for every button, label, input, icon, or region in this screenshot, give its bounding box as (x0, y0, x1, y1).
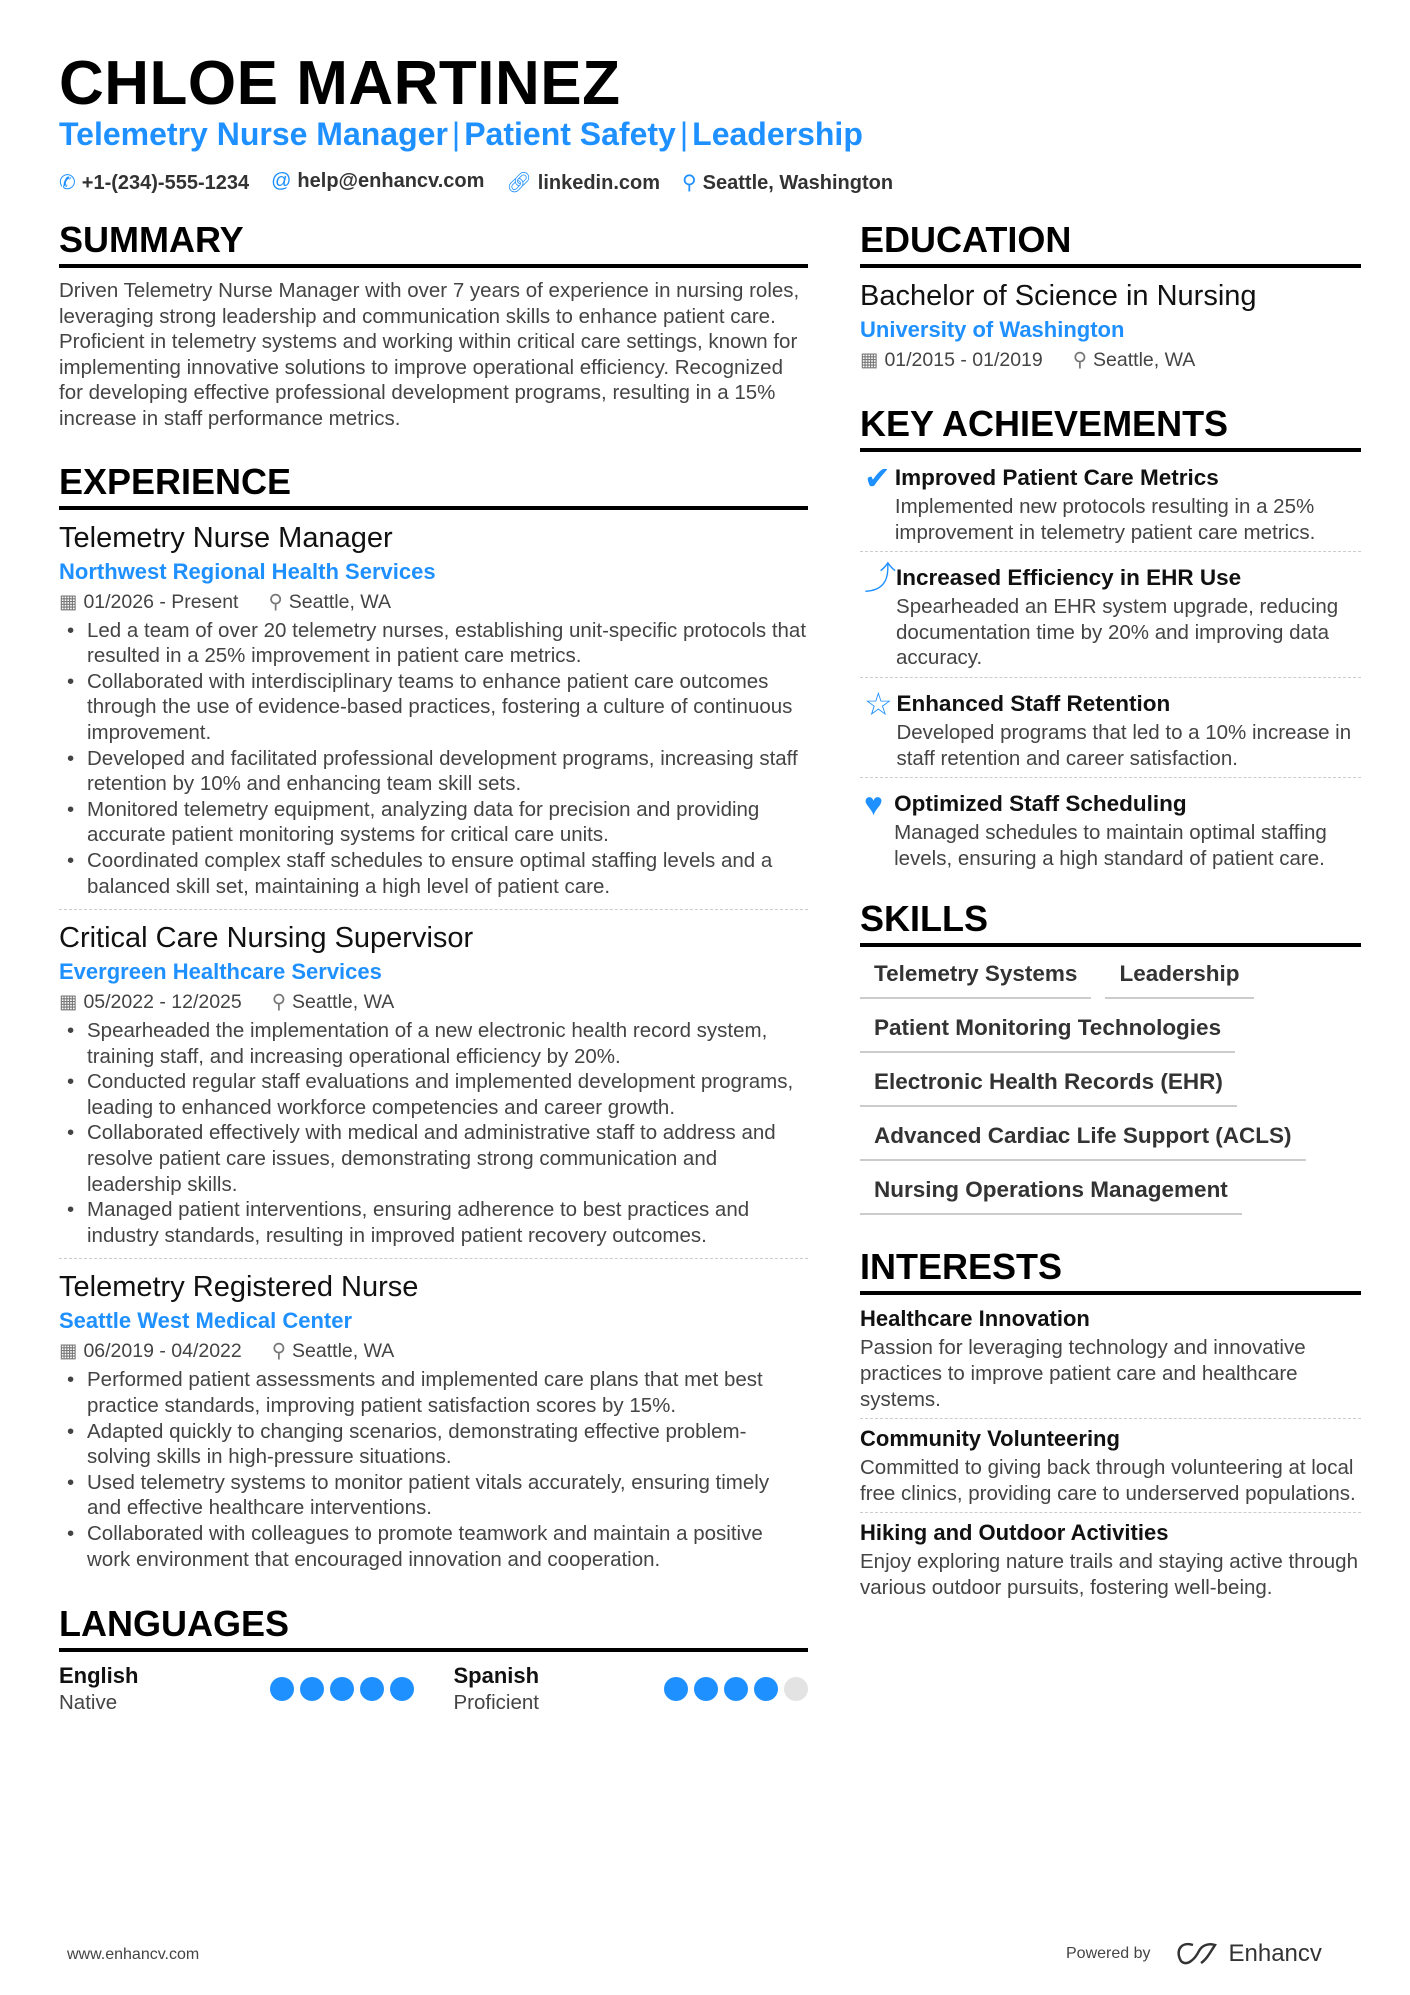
job-bullet: • Collaborated with colleagues to promote teamwork and maintain a positive work environment that encouraged innovation and cooperation. (59, 1521, 808, 1572)
job-bullet: • Coordinated complex staff schedules to ensure optimal staffing levels and a balanced skill set, maintaining a high level of patient care. (59, 848, 808, 899)
job-meta (59, 1337, 808, 1365)
footer-website[interactable]: www.enhancv.com (67, 1946, 200, 1963)
job-entry (59, 920, 808, 1259)
rating-dot (784, 1677, 808, 1701)
company-name: Seattle West Medical Center (59, 1308, 353, 1334)
contact-email[interactable] (271, 170, 484, 195)
rating-dot (724, 1677, 748, 1701)
rating-dot (390, 1677, 414, 1701)
job-bullet: • Led a team of over 20 telemetry nurses, establishing unit-specific protocols that resulted in a 25% improvement in patient care metrics. (59, 618, 808, 669)
heart-icon: ♥ (864, 786, 883, 823)
contact-info (59, 170, 893, 195)
languages-section (59, 1602, 808, 1716)
section-title: KEY ACHIEVEMENTS (860, 402, 1361, 452)
achievement-title: Improved Patient Care Metrics (894, 465, 1219, 490)
email-text: help@enhancv.com (297, 170, 485, 192)
language-name: English (59, 1663, 139, 1689)
interest-title: Community Volunteering (860, 1426, 1120, 1452)
link-text: linkedin.com (537, 172, 661, 194)
job-bullet: • Spearheaded the implementation of a new electronic health record system, training staff, and increasing operational efficiency by 20%. (59, 1018, 808, 1069)
language-rating (664, 1662, 808, 1716)
calendar-icon: ▦ (59, 991, 78, 1014)
headline-skill: Leadership (692, 116, 863, 152)
calendar-icon: ▦ (860, 349, 879, 371)
education-location: Seattle, WA (1093, 349, 1196, 371)
headline-separator: | (451, 116, 461, 152)
powered-by-label: Powered by (1066, 1945, 1151, 1962)
job-title: Telemetry Nurse Manager (59, 521, 393, 554)
skills-section (860, 897, 1361, 1215)
language-level: Native (59, 1691, 118, 1715)
skill-tag: Leadership (1105, 955, 1253, 999)
achievement-title: Increased Efficiency in EHR Use (896, 565, 1242, 591)
skill-tag: Nursing Operations Management (860, 1171, 1242, 1215)
achievement-item (860, 552, 1361, 678)
link-icon: 🔗︎ (506, 172, 532, 194)
interest-text: Enjoy exploring nature trails and staying active through various outdoor pursuits, fostering well-being. (860, 1550, 1358, 1599)
location-pin-icon: ⚲ (271, 1340, 287, 1363)
degree: Bachelor of Science in Nursing (860, 280, 1257, 312)
job-location: Seattle, WA (292, 1340, 395, 1363)
headline-skill: Patient Safety (464, 116, 676, 152)
achievement-item (860, 778, 1361, 877)
skill-tag: Patient Monitoring Technologies (860, 1009, 1235, 1053)
job-meta (59, 988, 808, 1016)
rating-dot (300, 1677, 324, 1701)
job-dates: 06/2019 - 04/2022 (83, 1340, 242, 1363)
rating-dot (270, 1677, 294, 1701)
job-bullet: • Used telemetry systems to monitor patient vitals accurately, ensuring timely and effective healthcare interventions. (59, 1470, 808, 1521)
job-bullet: • Adapted quickly to changing scenarios, demonstrating effective problem-solving skills in high-pressure situations. (59, 1419, 808, 1470)
job-bullet: • Performed patient assessments and implemented care plans that met best practice standards, improving patient satisfaction scores by 15%. (59, 1367, 808, 1418)
job-bullet: • Managed patient interventions, ensuring adherence to best practices and industry standards, resulting in improved patient recovery outcomes. (59, 1197, 808, 1248)
achievement-title: Optimized Staff Scheduling (894, 791, 1187, 817)
interests-section (860, 1245, 1361, 1606)
at-icon: @ (271, 170, 292, 192)
headline (59, 116, 863, 153)
achievement-item (860, 452, 1361, 552)
achievement-text: Implemented new protocols resulting in a 25% improvement in telemetry patient care metrics. (894, 495, 1316, 544)
job-location: Seattle, WA (292, 991, 395, 1014)
job-title: Telemetry Registered Nurse (59, 1271, 419, 1304)
strategy-icon: ⤴ (864, 560, 897, 597)
company-name: Evergreen Healthcare Services (59, 959, 382, 985)
achievement-item (860, 678, 1361, 778)
rating-dot (360, 1677, 384, 1701)
calendar-icon: ▦ (59, 590, 78, 613)
job-meta (59, 588, 808, 616)
star-icon: ☆ (864, 685, 893, 722)
job-entry (59, 520, 808, 911)
section-title: EXPERIENCE (59, 460, 808, 510)
job-title: Critical Care Nursing Supervisor (59, 922, 474, 955)
section-title: EDUCATION (860, 218, 1361, 268)
interest-item (860, 1513, 1361, 1606)
language-name: Spanish (453, 1663, 540, 1689)
interest-text: Passion for leveraging technology and innovative practices to improve patient care and healthcare systems. (860, 1336, 1306, 1411)
summary-section (59, 218, 808, 432)
phone-text: +1-(234)-555-1234 (81, 172, 250, 194)
achievements-section (860, 402, 1361, 877)
achievement-text: Developed programs that led to a 10% increase in staff retention and career satisfaction. (896, 720, 1352, 770)
achievement-text: Spearheaded an EHR system upgrade, reducing documentation time by 20% and improving data accuracy. (896, 595, 1339, 670)
section-title: INTERESTS (860, 1245, 1361, 1295)
job-dates: 01/2026 - Present (83, 590, 239, 613)
headline-separator: | (679, 116, 689, 152)
rating-dot (694, 1677, 718, 1701)
candidate-name: CHLOE MARTINEZ (59, 49, 621, 118)
school: University of Washington (860, 317, 1125, 342)
job-bullets (59, 618, 808, 900)
phone-icon: ✆ (59, 172, 76, 194)
language-rating (270, 1662, 414, 1716)
location-text: Seattle, Washington (702, 172, 894, 194)
experience-section (59, 460, 808, 1583)
job-bullet: • Collaborated effectively with medical and administrative staff to address and resolve patient care issues, demonstrating strong communication and leadership skills. (59, 1120, 808, 1197)
job-location: Seattle, WA (288, 590, 391, 613)
section-title: SKILLS (860, 897, 1361, 947)
job-bullet: • Monitored telemetry equipment, analyzing data for precision and providing accurate patient monitoring systems for critical care units. (59, 797, 808, 848)
language-item (59, 1662, 414, 1716)
location-pin-icon: ⚲ (682, 172, 697, 194)
education-dates: 01/2015 - 01/2019 (884, 349, 1043, 371)
company-name: Northwest Regional Health Services (59, 558, 436, 584)
interest-title: Healthcare Innovation (860, 1306, 1090, 1332)
location-pin-icon: ⚲ (271, 991, 287, 1014)
achievement-text: Managed schedules to maintain optimal staffing levels, ensuring a high standard of patient care. (894, 821, 1327, 870)
job-bullets (59, 1367, 808, 1572)
achievement-title: Enhanced Staff Retention (896, 690, 1171, 716)
enhancv-logo-icon (1175, 1941, 1221, 1967)
check-icon: ✔ (864, 460, 891, 496)
interest-title: Hiking and Outdoor Activities (860, 1520, 1169, 1546)
job-dates: 05/2022 - 12/2025 (83, 991, 242, 1014)
job-entry (59, 1269, 808, 1582)
location-pin-icon: ⚲ (1072, 349, 1088, 371)
job-bullet: • Collaborated with interdisciplinary teams to enhance patient care outcomes through the use of evidence-based practices, fostering a culture of continuous improvement. (59, 669, 808, 746)
contact-phone[interactable] (59, 170, 249, 195)
contact-link[interactable] (506, 170, 660, 195)
contact-location (682, 170, 893, 195)
education-meta (860, 346, 1361, 374)
education-section (860, 218, 1361, 374)
summary-text: Driven Telemetry Nurse Manager with over 7 years of experience in nursing roles, leveraging strong leadership and communication skills to enhance patient care. Proficient in telemetry systems and working within critical care settings, known for implementing innovative solutions to improve operational efficiency. Recognized for developing effective professional development programs, resulting in a 15% increase in staff performance metrics. (59, 279, 800, 430)
skill-tag: Advanced Cardiac Life Support (ACLS) (860, 1117, 1306, 1161)
skill-tag: Telemetry Systems (860, 955, 1091, 999)
section-title: SUMMARY (59, 218, 808, 268)
rating-dot (754, 1677, 778, 1701)
rating-dot (330, 1677, 354, 1701)
calendar-icon: ▦ (59, 1340, 78, 1363)
section-title: LANGUAGES (59, 1602, 808, 1652)
job-bullet: • Developed and facilitated professional development programs, increasing staff retention by 10% and enhancing team skill sets. (59, 746, 808, 797)
interest-text: Committed to giving back through volunteering at local free clinics, providing care to underserved populations. (860, 1456, 1356, 1505)
location-pin-icon: ⚲ (268, 590, 283, 613)
skill-tag: Electronic Health Records (EHR) (860, 1063, 1237, 1107)
enhancv-logo (1175, 1940, 1322, 1968)
headline-role: Telemetry Nurse Manager (59, 116, 448, 152)
footer-branding (1066, 1940, 1322, 1968)
rating-dot (664, 1677, 688, 1701)
language-level: Proficient (453, 1691, 539, 1715)
job-bullets (59, 1018, 808, 1248)
job-bullet: • Conducted regular staff evaluations and implemented development programs, leading to enhanced workforce competencies and career growth. (59, 1069, 808, 1120)
brand-name: Enhancv (1228, 1940, 1322, 1967)
interest-item (860, 1299, 1361, 1419)
language-item (454, 1662, 809, 1716)
interest-item (860, 1419, 1361, 1513)
